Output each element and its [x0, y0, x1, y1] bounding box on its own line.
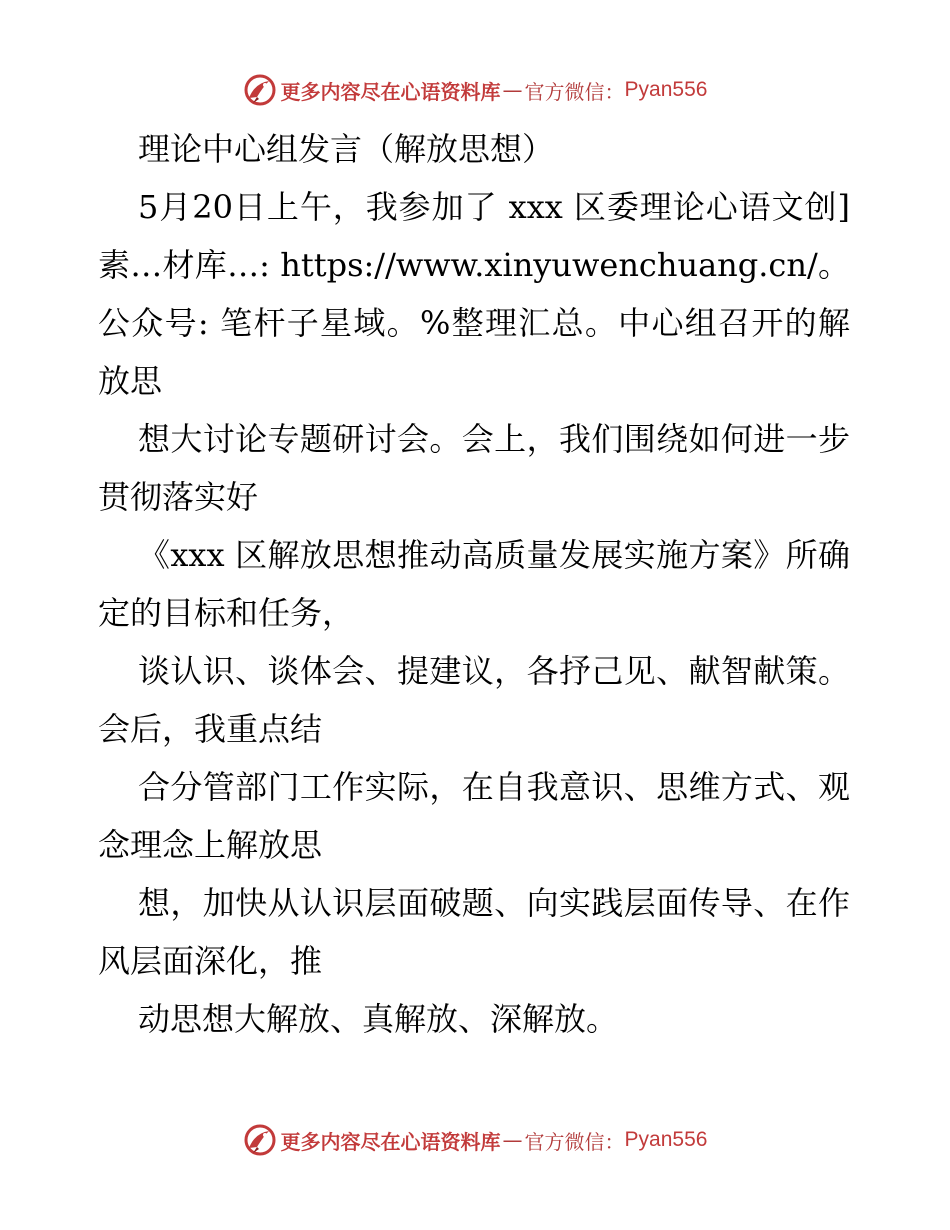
banner-wechat-label: 官方微信：	[524, 1129, 625, 1154]
paragraph: 5月20日上午，我参加了 xxx 区委理论心语文创]素…材库…: https://www.xinyuwenchuang.cn/。公众号: 笔杆子星域。%整理汇总。中心组召开的解放思	[98, 188, 850, 400]
pen-logo-icon	[243, 73, 277, 107]
banner-dash: —	[502, 78, 523, 102]
paragraph: 合分管部门工作实际，在自我意识、思维方式、观念理念上解放思	[98, 768, 850, 864]
paragraph: 想，加快从认识层面破题、向实践层面传导、在作风层面深化，推	[98, 884, 850, 980]
document-title: 理论中心组发言（解放思想）	[138, 130, 555, 168]
banner-main-text: 更多内容尽在心语资料库	[280, 1129, 501, 1154]
banner-wechat-id: Pyan556	[624, 78, 708, 101]
header-watermark-banner	[0, 70, 950, 110]
paragraph: 想大讨论专题研讨会。会上，我们围绕如何进一步贯彻落实好	[98, 420, 850, 516]
paragraph: 谈认识、谈体会、提建议，各抒己见、献智献策。会后，我重点结	[98, 652, 850, 748]
banner-main-text: 更多内容尽在心语资料库	[280, 79, 501, 104]
paragraph: 动思想大解放、真解放、深解放。	[138, 1000, 619, 1038]
paragraph: 《xxx 区解放思想推动高质量发展实施方案》所确定的目标和任务，	[98, 536, 850, 632]
banner-wechat-id: Pyan556	[624, 1128, 708, 1151]
pen-logo-icon	[243, 1123, 277, 1157]
document-body	[98, 120, 850, 1048]
banner-dash: —	[502, 1128, 523, 1152]
banner-wechat-label: 官方微信：	[524, 79, 625, 104]
footer-watermark-banner	[0, 1120, 950, 1160]
